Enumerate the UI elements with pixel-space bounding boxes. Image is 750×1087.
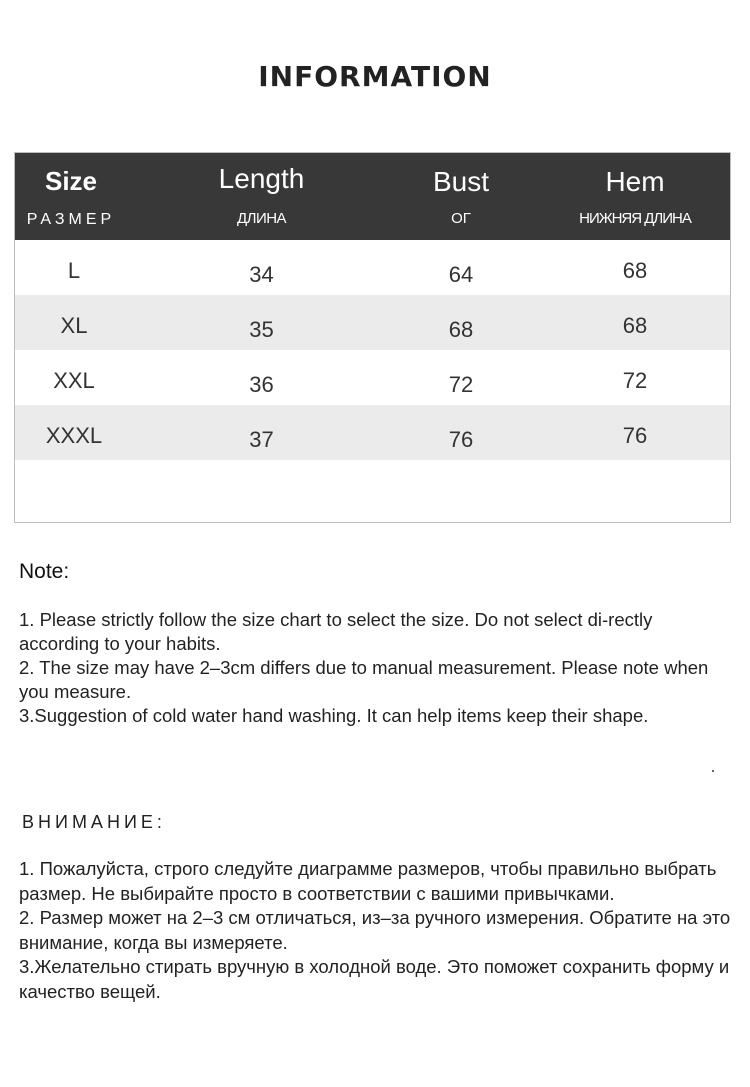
header-bust [385,153,537,240]
header-hem-ru: НИЖНЯЯ ДЛИНА [579,210,691,227]
note-item: 1. Please strictly follow the size chart to select the size. Do not select di-rectly according to your habits. [19,609,653,654]
table-row [15,295,730,350]
cell-bust: 68 [448,317,474,342]
header-hem-en: Hem [605,166,665,197]
note-ru-item: 1. Пожалуйста, строго следуйте диаграмме размеров, чтобы правильно выбрать размер. Не выбирайте просто в соответствии с вашими привычками. [19,858,717,904]
cell-length: 36 [249,372,274,397]
cell-hem: 68 [622,258,648,283]
table-row [15,350,730,405]
header-bust-ru: ОГ [451,210,471,227]
header-hem [555,153,715,240]
size-chart-table [14,152,731,523]
header-length-ru: ДЛИНА [236,210,287,227]
header-length-en: Length [218,163,305,194]
note-heading: Note: [19,560,70,583]
cell-hem: 76 [622,423,648,448]
note-ru-heading: ВНИМАНИЕ: [22,812,166,832]
cell-size: XXL [53,368,95,393]
header-size-en: Size [44,166,98,196]
note-ru-item: 3.Желательно стирать вручную в холодной воде. Это поможет сохранить форму и качество вещей. [19,956,730,1002]
cell-bust: 76 [448,427,474,452]
cell-bust: 72 [448,372,474,397]
cell-length: 37 [249,427,274,452]
cell-size: L [67,258,81,283]
page-title: INFORMATION [258,60,492,93]
note-item: 3.Suggestion of cold water hand washing. It can help items keep their shape. [19,705,649,726]
header-size [15,153,127,240]
header-bust-en: Bust [432,166,490,197]
header-length [165,153,358,240]
note-item: 2. The size may have 2–3cm differs due to manual measurement. Please note when you measure. [19,657,709,702]
cell-length: 34 [249,262,274,287]
cell-length: 35 [249,317,274,342]
cell-bust: 64 [448,262,474,287]
cell-size: XL [60,313,88,338]
note-list [19,608,724,728]
table-header [15,153,730,240]
cell-hem: 72 [622,368,648,393]
table-row [15,240,730,295]
table-row [15,405,730,460]
divider-dot [712,770,714,772]
note-ru-list [19,857,731,1004]
note-ru-item: 2. Размер может на 2–3 см отличаться, из–за ручного измерения. Обратите на это внимание, когда вы измеряете. [19,907,731,953]
cell-size: XXXL [45,423,103,448]
header-size-ru: РАЗМЕР [26,211,116,228]
cell-hem: 68 [622,313,648,338]
